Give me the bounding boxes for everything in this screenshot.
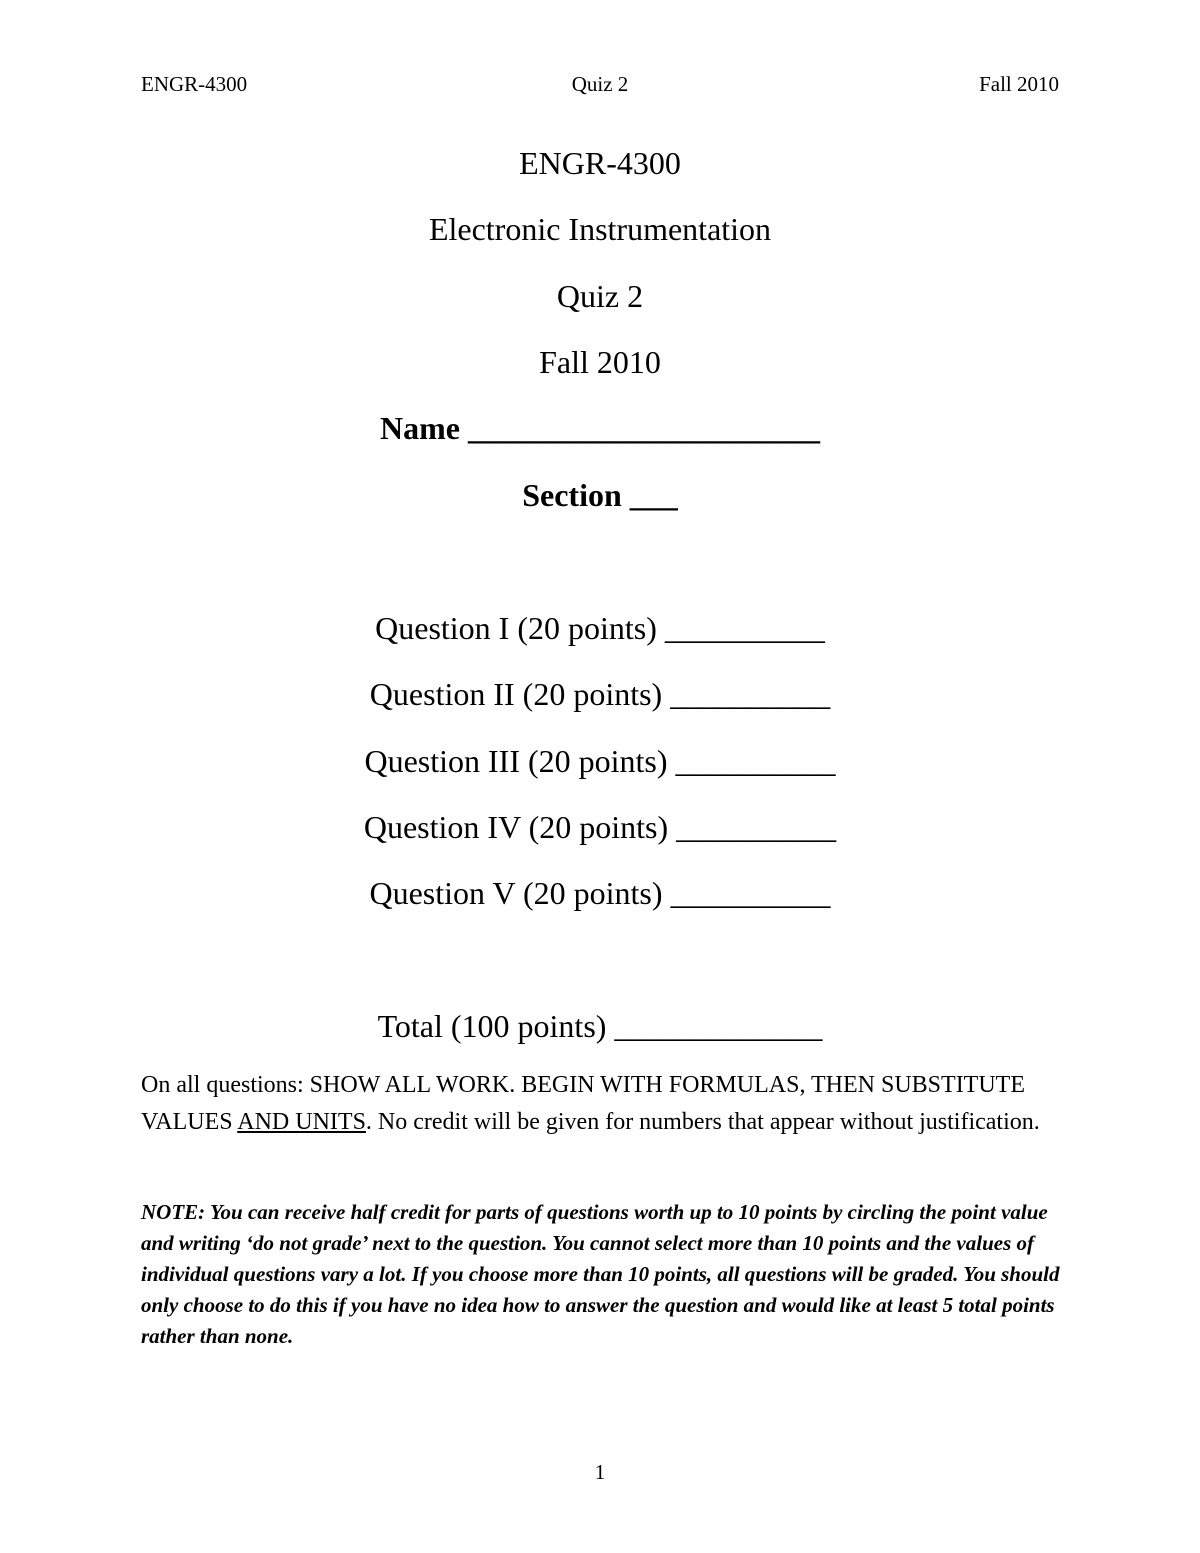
question-score-line-1: Question I (20 points) __________ <box>375 610 825 646</box>
term-title: Fall 2010 <box>539 344 661 380</box>
question-score-line-2: Question II (20 points) __________ <box>369 676 831 712</box>
instructions-paragraph <box>141 1067 1071 1141</box>
question-score-line-4: Question IV (20 points) __________ <box>363 809 837 845</box>
header-term: Fall 2010 <box>979 72 1059 96</box>
note-paragraph: NOTE: You can receive half credit for parts of questions worth up to 10 points by circling the point value and writing ‘do not grade’ next to the question. You cannot select more than 10 points and the values of individual questions vary a lot. If you choose more than 10 points, all questions will be graded. You should only choose to do this if you have no idea how to answer the question and would like at least 5 total points rather than none. <box>141 1200 1060 1348</box>
quiz-title: Quiz 2 <box>556 278 644 314</box>
course-code-title: ENGR-4300 <box>519 145 681 181</box>
course-name-title: Electronic Instrumentation <box>428 211 772 247</box>
total-score-line: Total (100 points) _____________ <box>377 1008 823 1044</box>
header-quiz-title: Quiz 2 <box>571 72 629 96</box>
question-score-line-5: Question V (20 points) __________ <box>369 875 831 911</box>
question-score-line-3: Question III (20 points) __________ <box>364 743 836 779</box>
page-number: 1 <box>594 1460 606 1484</box>
instructions-underlined-text: AND UNITS <box>237 1109 366 1135</box>
header-course-code: ENGR-4300 <box>141 72 248 96</box>
section-field-line: Section ___ <box>522 477 678 513</box>
name-field-line: Name ______________________ <box>380 410 820 446</box>
instructions-text-end: . No credit will be given for numbers that appear without justification. <box>365 1109 1040 1135</box>
instructions-text-start: On all questions: SHOW ALL WORK. BEGIN WITH FORMULAS, THEN SUBSTITUTE VALUES <box>141 1072 1025 1135</box>
